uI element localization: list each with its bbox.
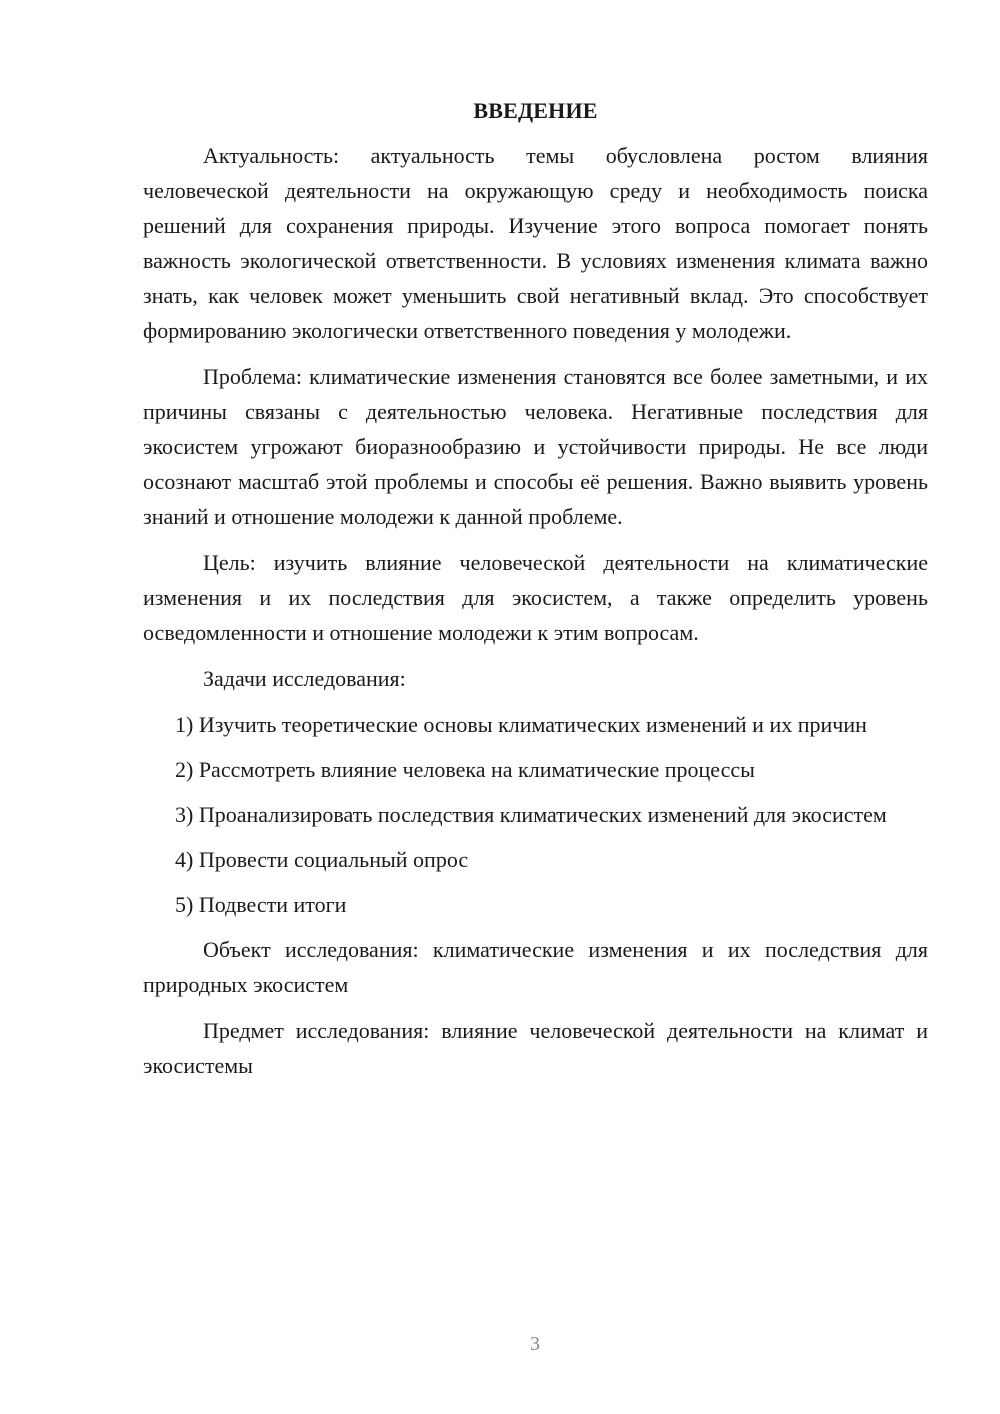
task-item: 4) Провести социальный опрос bbox=[175, 847, 469, 872]
tasks-intro: Задачи исследования: bbox=[203, 666, 406, 691]
object-paragraph: Объект исследования: климатические изменения и их последствия для природных экосистем bbox=[143, 937, 928, 997]
subject-paragraph: Предмет исследования: влияние человеческой деятельности на климат и экосистемы bbox=[143, 1018, 928, 1078]
page-content bbox=[143, 96, 928, 1094]
task-item: 1) Изучить теоретические основы климатических изменений и их причин bbox=[175, 712, 867, 737]
section-heading: ВВЕДЕНИЕ bbox=[473, 98, 598, 123]
tasks-list bbox=[143, 707, 928, 922]
problem-paragraph: Проблема: климатические изменения становятся все более заметными, и их причины связаны с деятельностью человека. Негативные последствия для экосистем угрожают биоразнообразию и устойчивости природы. Не все люди осознают масштаб этой проблемы и способы её решения. Важно выявить уровень знаний и отношение молодежи к данной проблеме. bbox=[143, 364, 928, 529]
task-item: 5) Подвести итоги bbox=[175, 892, 347, 917]
task-item: 2) Рассмотреть влияние человека на климатические процессы bbox=[175, 757, 755, 782]
relevance-paragraph: Актуальность: актуальность темы обусловлена ростом влияния человеческой деятельности на окружающую среду и необходимость поиска решений для сохранения природы. Изучение этого вопроса помогает понять важность экологической ответственности. В условиях изменения климата важно знать, как человек может уменьшить свой негативный вклад. Это способствует формированию экологически ответственного поведения у молодежи. bbox=[143, 143, 928, 343]
page-number: 3 bbox=[530, 1333, 540, 1355]
goal-paragraph: Цель: изучить влияние человеческой деятельности на климатические изменения и их последствия для экосистем, а также определить уровень осведомленности и отношение молодежи к этим вопросам. bbox=[143, 550, 928, 645]
task-item: 3) Проанализировать последствия климатических изменений для экосистем bbox=[175, 802, 887, 827]
